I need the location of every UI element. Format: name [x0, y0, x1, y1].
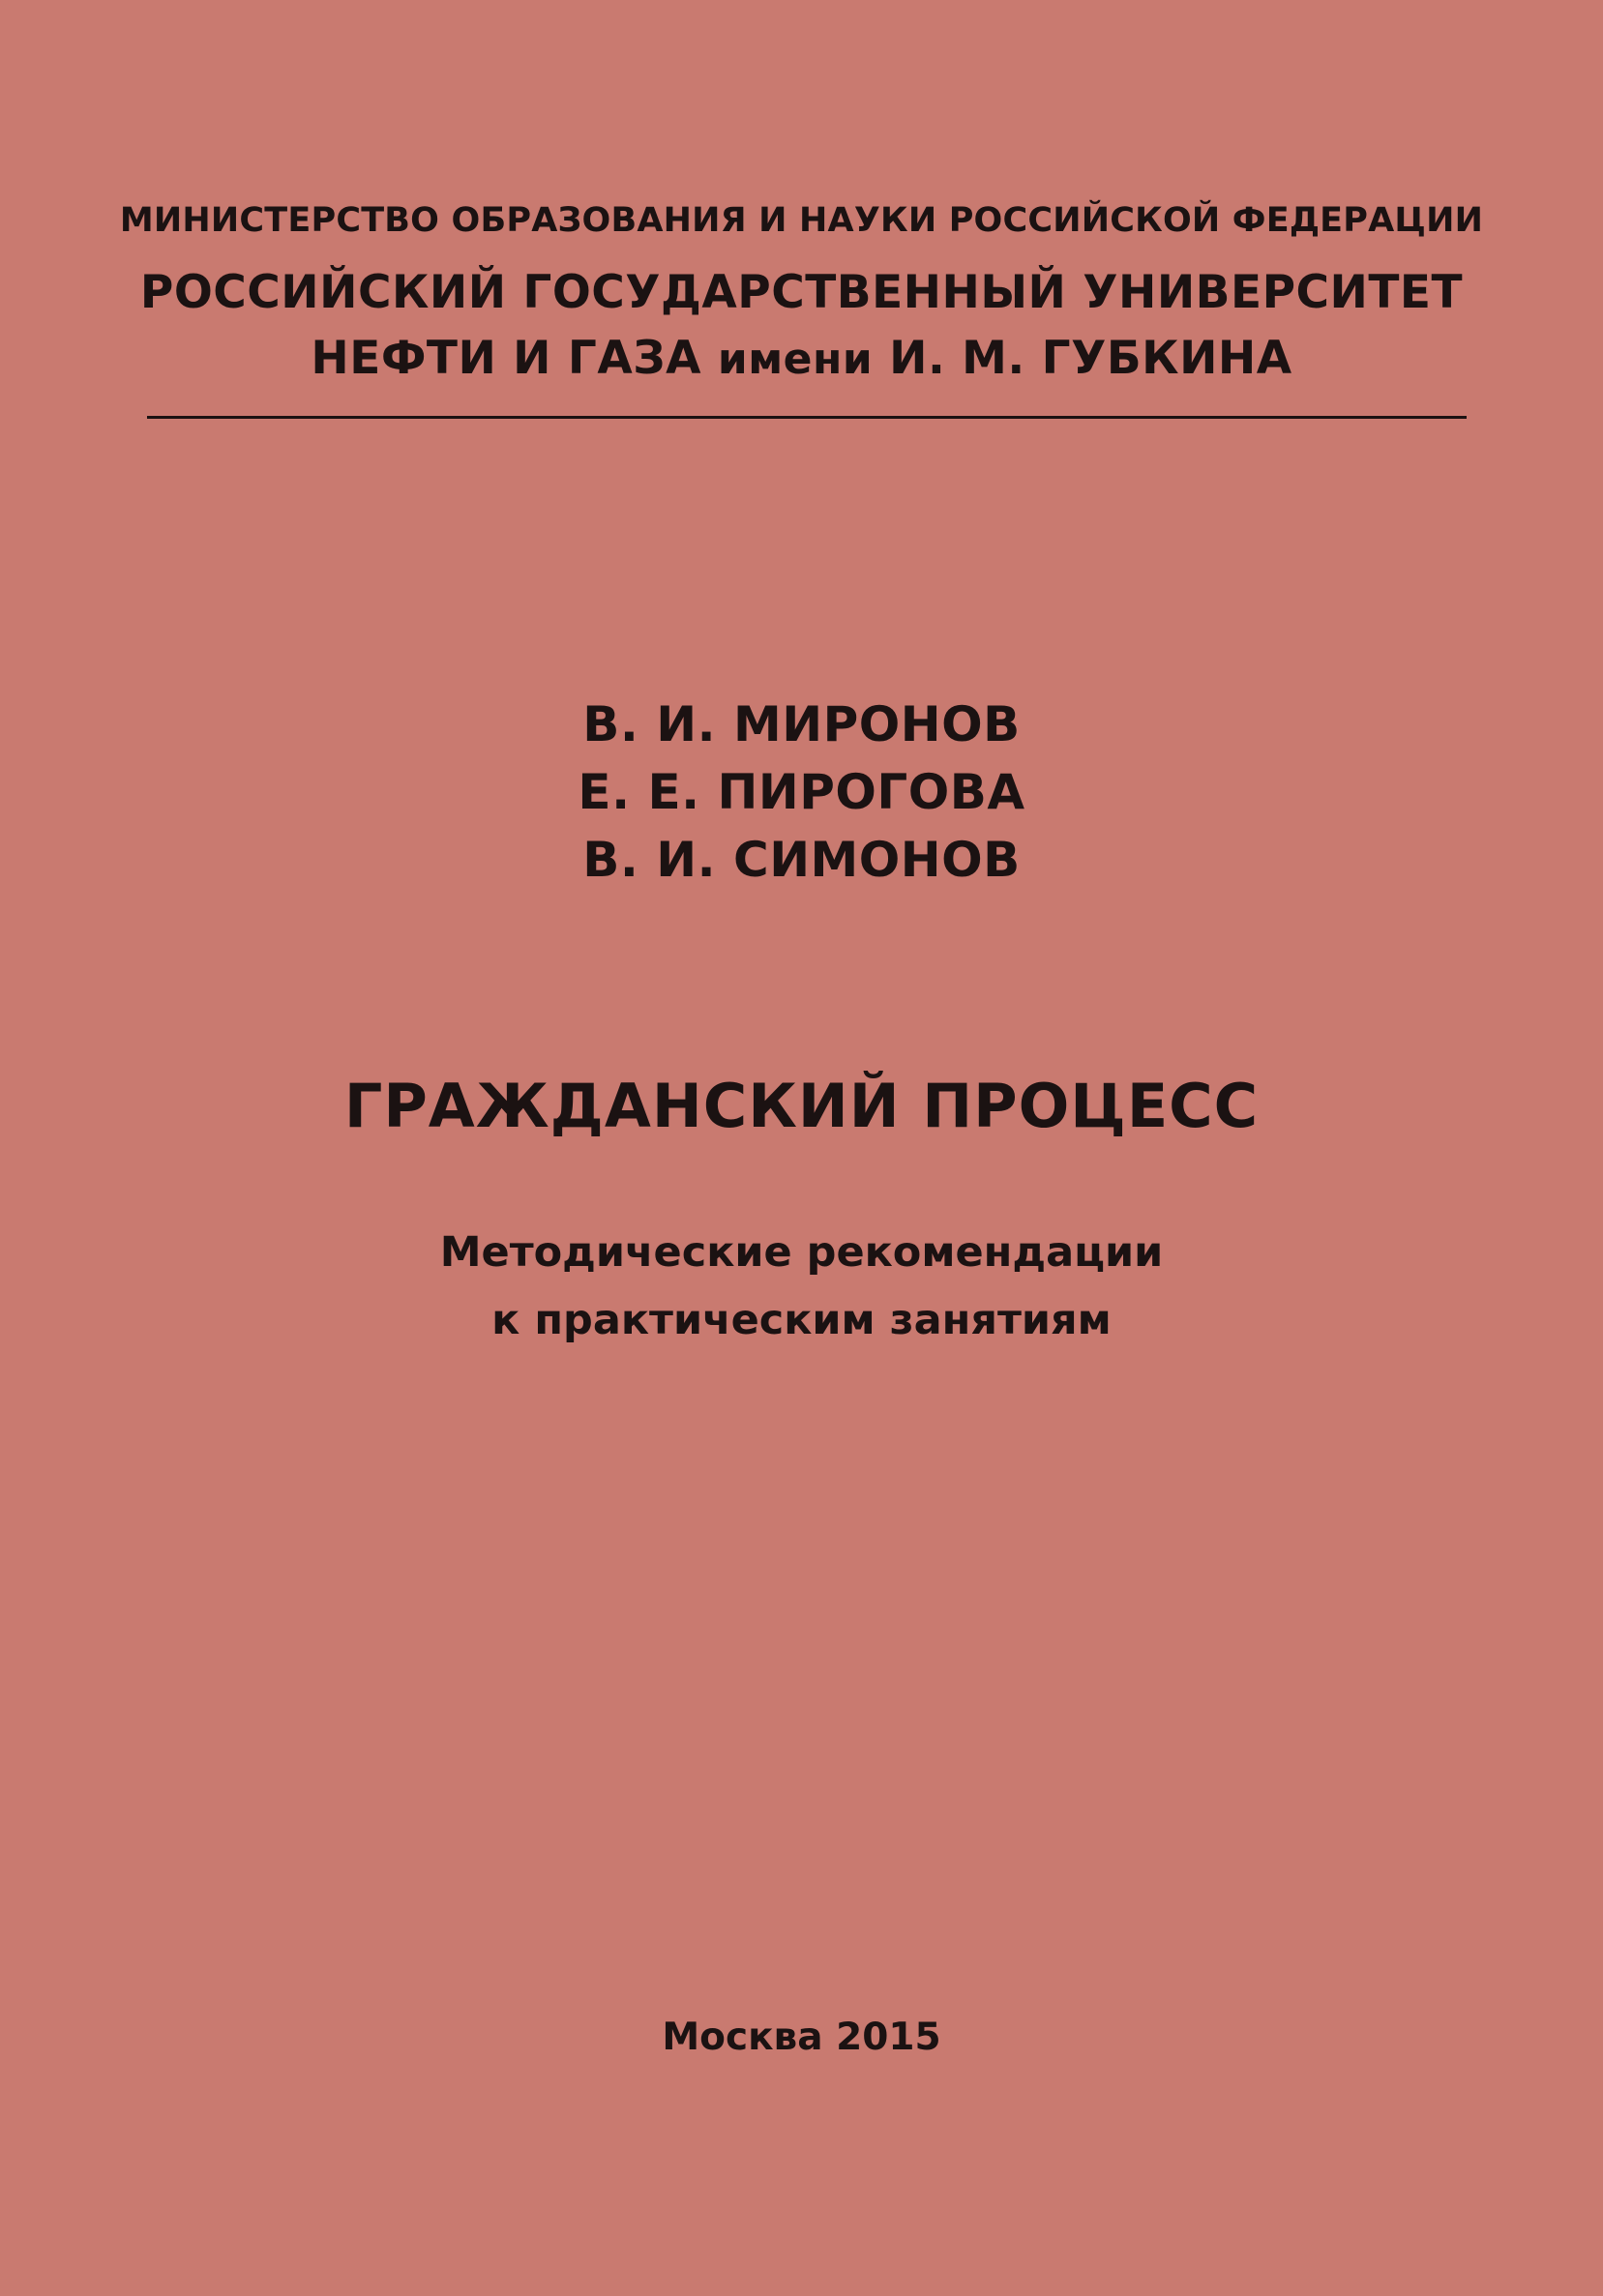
subtitle-line2: к практическим занятиям: [491, 1296, 1112, 1344]
university-name-line2: [0, 332, 1603, 385]
university-name-line2-part1: НЕФТИ И ГАЗА: [311, 332, 701, 385]
university-name-line1: РОССИЙСКИЙ ГОСУДАРСТВЕННЫЙ УНИВЕРСИТЕТ: [139, 266, 1464, 319]
header-divider: [147, 416, 1467, 419]
book-title: ГРАЖДАНСКИЙ ПРОЦЕСС: [343, 1071, 1260, 1141]
ministry-name: МИНИСТЕРСТВО ОБРАЗОВАНИЯ И НАУКИ РОССИЙСКОЙ ФЕДЕРАЦИИ: [119, 201, 1484, 240]
university-name-line2-part3: И. М. ГУБКИНА: [889, 332, 1292, 385]
author-3: В. И. СИМОНОВ: [582, 832, 1021, 888]
university-name-line2-part2: имени: [717, 335, 874, 384]
author-2: Е. Е. ПИРОГОВА: [578, 764, 1025, 820]
subtitle-line1: Методические рекомендации: [439, 1228, 1164, 1277]
author-1: В. И. МИРОНОВ: [582, 696, 1021, 752]
publication-place-year: Москва 2015: [662, 2016, 941, 2059]
